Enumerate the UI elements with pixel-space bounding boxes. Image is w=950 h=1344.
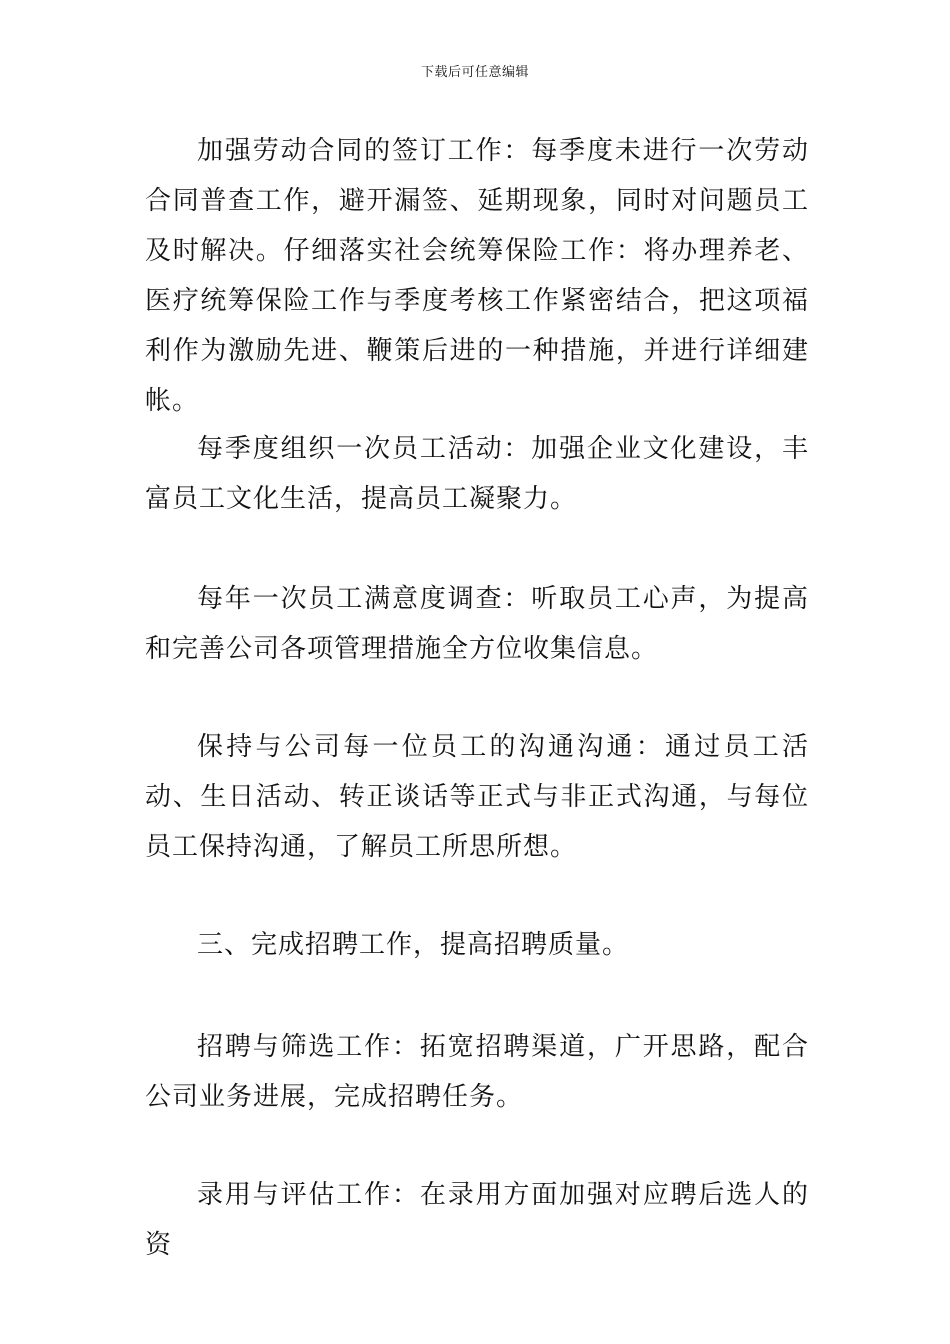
paragraph-recruitment-screening: 招聘与筛选工作：拓宽招聘渠道，广开思路，配合公司业务进展，完成招聘任务。	[145, 1032, 809, 1112]
section-heading-recruitment: 三、完成招聘工作，提高招聘质量。	[197, 930, 630, 960]
paragraph-quarterly-activity: 每季度组织一次员工活动：加强企业文化建设，丰富员工文化生活，提高员工凝聚力。	[145, 434, 809, 514]
paragraph-labor-contract: 加强劳动合同的签订工作：每季度未进行一次劳动合同普查工作，避开漏签、延期现象，同时对问题员工及时解决。仔细落实社会统筹保险工作：将办理养老、医疗统筹保险工作与季度考核工作紧密结合，把这项福利作为激励先进、鞭策后进的一种措施，并进行详细建帐。	[145, 136, 809, 416]
page-header: 下载后可任意编辑	[420, 65, 529, 80]
paragraph-satisfaction-survey: 每年一次员工满意度调查：听取员工心声，为提高和完善公司各项管理措施全方位收集信息。	[145, 584, 809, 664]
paragraph-hiring-evaluation: 录用与评估工作：在录用方面加强对应聘后选人的资	[145, 1180, 809, 1260]
paragraph-communication: 保持与公司每一位员工的沟通沟通：通过员工活动、生日活动、转正谈话等正式与非正式沟通，与每位员工保持沟通，了解员工所思所想。	[145, 732, 809, 862]
